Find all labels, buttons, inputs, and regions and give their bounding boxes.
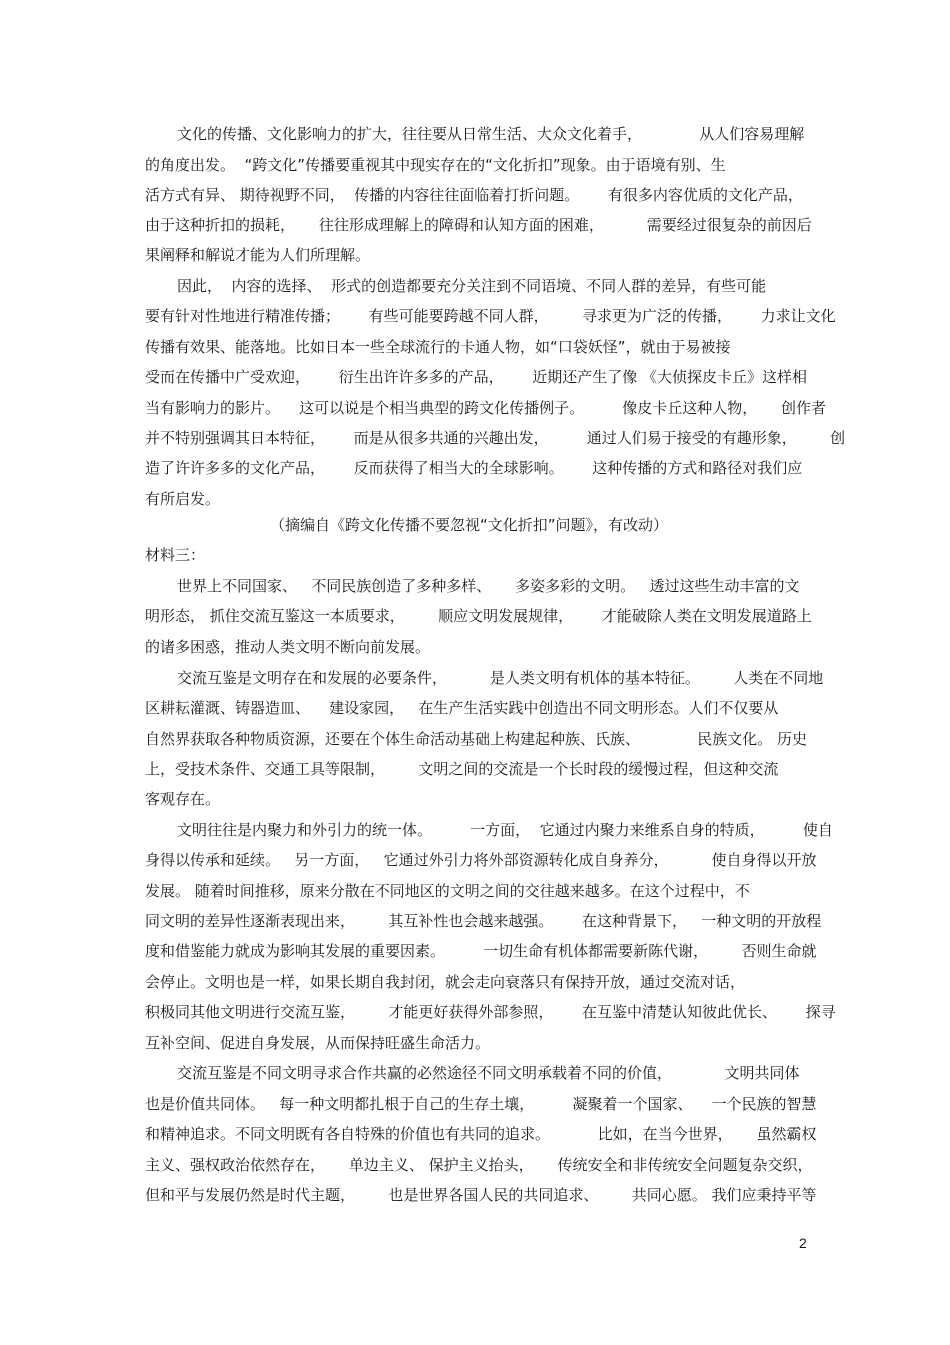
text-line: 文明往往是内聚力和外引力的统一体。 一方面， 它通过内聚力来维系自身的特质， 使自 [177, 821, 833, 839]
text-line: 客观存在。 [145, 790, 221, 808]
text-line: 同文明的差异性逐渐表现出来， 其互补性也会越来越强。 在这种背景下， 一种文明的开放程 [145, 912, 822, 930]
text-line: 由于这种折扣的损耗， 往往形成理解上的障碍和认知方面的困难， 需要经过很复杂的前因后 [145, 216, 812, 234]
source-citation: （摘编自《跨文化传播不要忽视“文化折扣”问题》，有改动） [270, 516, 669, 534]
text-line: 会停止。文明也是一样，如果长期自我封闭，就会走向衰落只有保持开放，通过交流对话， [145, 973, 746, 991]
text-line: 区耕耘灌溉、铸器造皿、 建设家园， 在生产生活实践中创造出不同文明形态。人们不仅要从 [145, 699, 779, 717]
text-line: 交流互鉴是不同文明寻求合作共赢的必然途径不同文明承载着不同的价值， 文明共同体 [177, 1064, 800, 1082]
text-line: 要有针对性地进行精准传播； 有些可能要跨越不同人群， 寻求更为广泛的传播， 力求让文化 [145, 307, 836, 325]
text-line: 传播有效果、能落地。比如日本一些全球流行的卡通人物，如“口袋妖怪”，就由于易被接 [145, 338, 731, 356]
text-line: 发展。 随着时间推移，原来分散在不同地区的文明之间的交往越来越多。在这个过程中，不 [145, 882, 750, 900]
text-line: 交流互鉴是文明存在和发展的必要条件， 是人类文明有机体的基本特征。 人类在不同地 [177, 669, 824, 687]
text-line: 明形态， 抓住交流互鉴这一本质要求， 顺应文明发展规律， 才能破除人类在文明发展道路上 [145, 607, 812, 625]
section-heading: 材料三： [145, 546, 206, 564]
text-line: 因此， 内容的选择、 形式的创造都要充分关注到不同语境、不同人群的差异，有些可能 [177, 277, 767, 295]
text-line: 上，受技术条件、交通工具等限制， 文明之间的交流是一个长时段的缓慢过程，但这种交流 [145, 760, 779, 778]
text-line: 但和平与发展仍然是时代主题， 也是世界各国人民的共同追求、 共同心愿。 我们应秉持平等 [145, 1186, 817, 1204]
text-line: 造了许许多多的文化产品， 反而获得了相当大的全球影响。 这种传播的方式和路径对我们应 [145, 459, 803, 477]
text-line: 果阐释和解说才能为人们所理解。 [145, 246, 371, 264]
text-line: 有所启发。 [145, 490, 221, 508]
text-line: 当有影响力的影片。 这可以说是个相当典型的跨文化传播例子。 像皮卡丘这种人物， 创作者 [145, 399, 827, 417]
text-line: 度和借鉴能力就成为影响其发展的重要因素。 一切生命有机体都需要新陈代谢， 否则生命就 [145, 942, 817, 960]
text-line: 积极同其他文明进行交流互鉴， 才能更好获得外部参照， 在互鉴中清楚认知彼此优长、 探寻 [145, 1003, 836, 1021]
page-number: 2 [799, 1235, 807, 1251]
text-line: 和精神追求。不同文明既有各自特殊的价值也有共同的追求。 比如，在当今世界， 虽然霸权 [145, 1125, 817, 1143]
text-line: 也是价值共同体。 每一种文明都扎根于自己的生存土壤， 凝聚着一个国家、 一个民族的智慧 [145, 1095, 817, 1113]
text-line: 身得以传承和延续。 另一方面， 它通过外引力将外部资源转化成自身养分， 使自身得以开放 [145, 851, 817, 869]
text-line: 文化的传播、文化影响力的扩大，往往要从日常生活、大众文化着手， 从人们容易理解 [177, 125, 805, 143]
text-line: 世界上不同国家、 不同民族创造了多种多样、 多姿多彩的文明。 透过这些生动丰富的文 [177, 577, 800, 595]
text-line: 互补空间、促进自身发展，从而保持旺盛生命活力。 [145, 1034, 491, 1052]
text-line: 的角度出发。 “跨文化”传播要重视其中现实存在的“文化折扣”现象。由于语境有别、生 [145, 156, 726, 174]
text-line: 受而在传播中广受欢迎， 衍生出许许多多的产品， 近期还产生了像 《大侦探皮卡丘》这样相 [145, 368, 807, 386]
text-line: 自然界获取各种物质资源，还要在个体生命活动基础上构建起种族、氏族、 民族文化。 历史 [145, 730, 807, 748]
text-line: 活方式有异、 期待视野不同， 传播的内容往往面临着打折问题。 有很多内容优质的文化产品， [145, 186, 803, 204]
text-line: 并不特别强调其日本特征， 而是从很多共通的兴趣出发， 通过人们易于接受的有趣形象， 创 [145, 429, 846, 447]
text-line: 的诸多困惑，推动人类文明不断向前发展。 [145, 638, 431, 656]
text-line: 主义、强权政治依然存在， 单边主义、 保护主义抬头， 传统安全和非传统安全问题复杂交织， [145, 1156, 813, 1174]
